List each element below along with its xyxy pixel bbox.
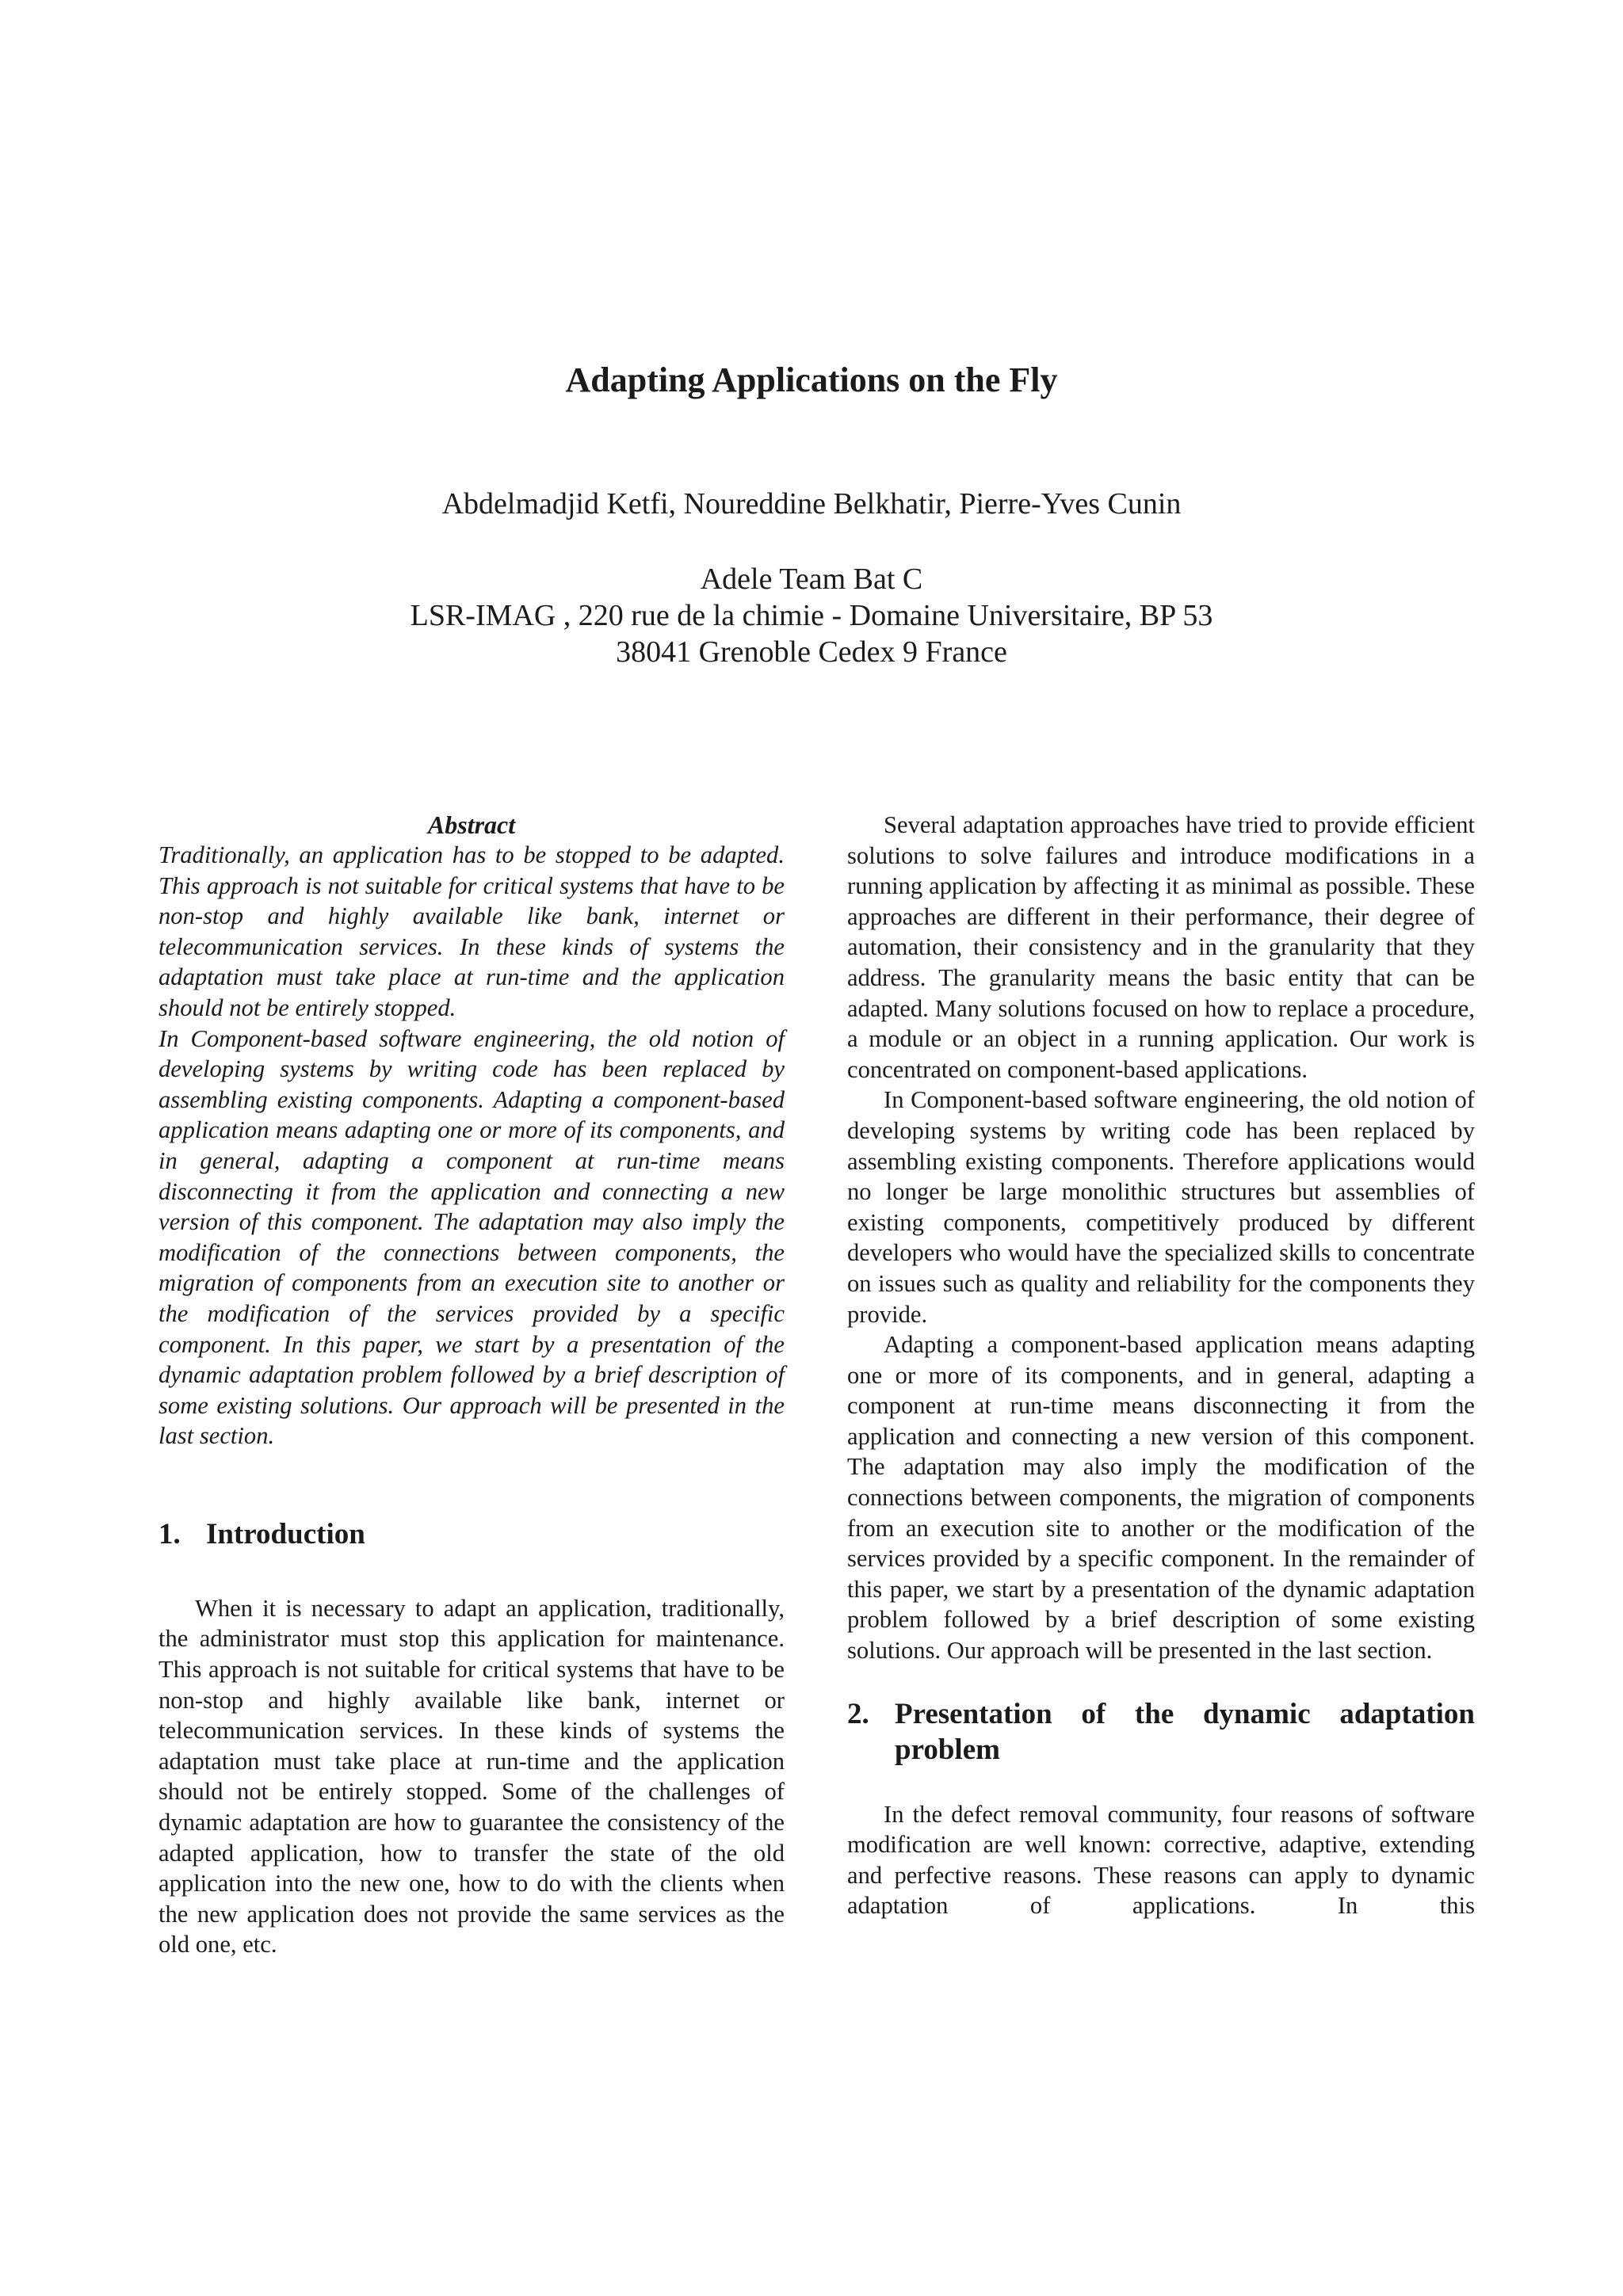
right-column: [847, 810, 1475, 1921]
left-column: [158, 810, 785, 1960]
affiliation-line: LSR-IMAG , 220 rue de la chimie - Domaine Universitaire, BP 53: [410, 599, 1213, 632]
body-paragraph: Adapting a component-based application means adapting one or more of its components, and in general, adapting a component at run-time means disconnecting it from the application and connecting a new version of this component. The adaptation may also imply the modification of the connections between components, the migration of components from an execution site to another or the modification of the services provided by a specific component. In the remainder of this paper, we start by a presentation of the dynamic adaptation problem followed by a brief description of some existing solutions. Our approach will be presented in the last section.: [847, 1331, 1475, 1665]
section-title: Introduction: [206, 1517, 365, 1550]
affiliation-block: [0, 561, 1623, 670]
author-list: Abdelmadjid Ketfi, Noureddine Belkhatir, Pierre-Yves Cunin: [441, 487, 1182, 521]
body-paragraph: In the defect removal community, four reasons of software modification are well known: corrective, adaptive, extending and perfective reasons. These reasons can apply to dynamic adaptation of applications. In this: [847, 1800, 1475, 1920]
section-heading-introduction: [158, 1516, 785, 1552]
abstract-paragraph: Traditionally, an application has to be stopped to be adapted. This approach is not suitable for critical systems that have to be non-stop and highly available like bank, internet or telecommunication services. In these kinds of systems the adaptation must take place at run-time and the application should not be entirely stopped.: [158, 841, 785, 1021]
abstract-heading: Abstract: [427, 810, 516, 839]
affiliation-line: Adele Team Bat C: [700, 563, 923, 596]
paper-title: Adapting Applications on the Fly: [565, 360, 1058, 399]
body-paragraph: In Component-based software engineering, the old notion of developing systems by writing code has been replaced by assembling existing components. Therefore applications would no longer be large monolithic structures but assemblies of existing components, competitively produced by different developers who would have the specialized skills to concentrate on issues such as quality and reliability for the components they provide.: [847, 1086, 1475, 1328]
body-paragraph: Several adaptation approaches have tried to provide efficient solutions to solve failures and introduce modifications in a running application by affecting it as minimal as possible. These approaches are different in their performance, their degree of automation, their consistency and in the granularity that they address. The granularity means the basic entity that can be adapted. Many solutions focused on how to replace a procedure, a module or an object in a running application. Our work is concentrated on component-based applications.: [847, 811, 1475, 1083]
abstract-paragraph: In Component-based software engineering, the old notion of developing systems by writing code has been replaced by assembling existing components. Adapting a component-based application means adapting one or more of its components, and in general, adapting a component at run-time means disconnecting it from the application and connecting a new version of this component. The adaptation may also imply the modification of the connections between components, the migration of components from an execution site to another or the modification of the services provided by a specific component. In this paper, we start by a presentation of the dynamic adaptation problem followed by a brief description of some existing solutions. Our approach will be presented in the last section.: [158, 1024, 785, 1450]
section-heading-dynamic-adaptation: [847, 1696, 1475, 1768]
affiliation-line: 38041 Grenoble Cedex 9 France: [616, 635, 1007, 669]
section-number: 1.: [158, 1517, 181, 1550]
section-title: Presentation of the dynamic adaptation problem: [895, 1697, 1475, 1766]
section-number: 2.: [847, 1697, 869, 1730]
body-paragraph: When it is necessary to adapt an application, traditionally, the administrator must stop this application for maintenance. This approach is not suitable for critical systems that have to be non-stop and highly available like bank, internet or telecommunication services. In these kinds of systems the adaptation must take place at run-time and the application should not be entirely stopped. Some of the challenges of dynamic adaptation are how to guarantee the consistency of the adapted application, how to transfer the state of the old application into the new one, how to do with the clients when the new application does not provide the same services as the old one, etc.: [158, 1594, 785, 1958]
